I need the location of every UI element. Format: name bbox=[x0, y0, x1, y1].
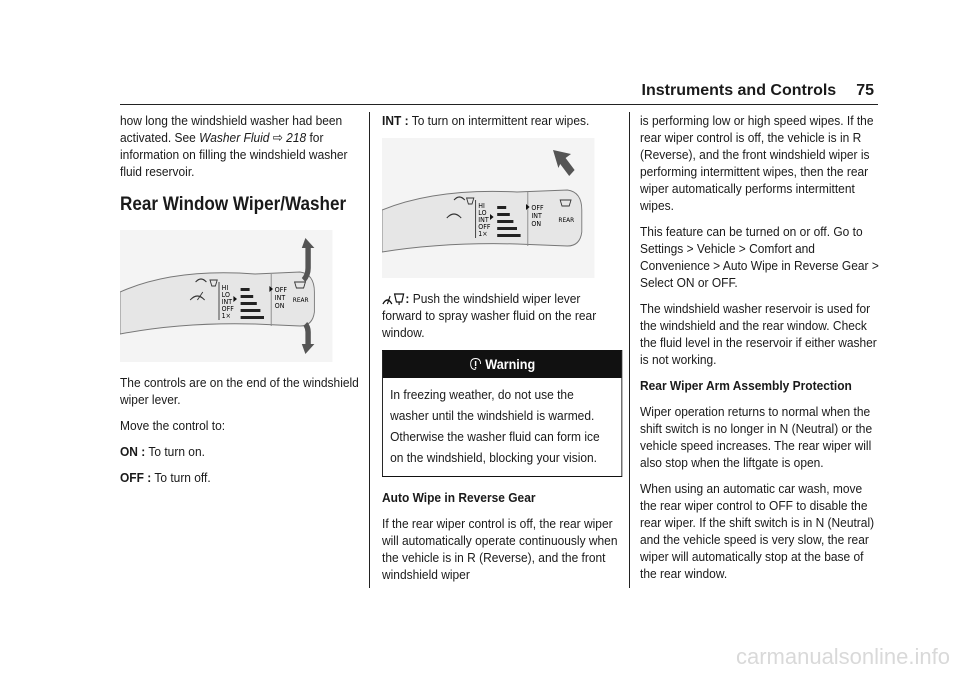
warning-text: In freezing weather, do not use the washer until the windshield is warmed. Otherwise the washer fluid can form ice on the windshield, blocking your vision. bbox=[390, 387, 600, 465]
warning-box bbox=[382, 350, 622, 477]
auto-wipe-paragraph: If the rear wiper control is off, the rear wiper will automatically operate continuously when the vehicle is in R (Reverse), and the front windshield wiper bbox=[382, 516, 618, 582]
page-header bbox=[642, 82, 874, 100]
rear-mode-label: INT bbox=[531, 211, 542, 221]
mode-label: INT bbox=[221, 297, 233, 307]
rear-mode-label: ON bbox=[531, 219, 542, 229]
watermark: carmanualsonline.info bbox=[735, 644, 950, 669]
rear-mode-label: INT bbox=[274, 293, 286, 303]
mode-label: INT bbox=[478, 215, 489, 225]
washer-lever-illustration bbox=[382, 138, 594, 278]
rear-washer-symbol-icon bbox=[382, 292, 405, 306]
mode-label: 1× bbox=[478, 229, 488, 239]
reservoir-paragraph: The windshield washer reservoir is used for the windshield and the rear window. Check the fluid level in the reservoir if either washer is not working. bbox=[640, 301, 877, 367]
on-item: ON : To turn on. bbox=[120, 444, 205, 459]
rear-label: REAR bbox=[292, 296, 309, 305]
car-wash-paragraph: When using an automatic car wash, move the rear wiper control to OFF to disable the rear wiper. If the shift switch is in N (Neutral) and the vehicle speed is very slow, the rear wiper will automatically stop at the base of the rear window. bbox=[640, 481, 875, 581]
controls-paragraph: The controls are on the end of the windshield wiper lever. bbox=[120, 375, 359, 407]
warning-icon bbox=[469, 357, 482, 371]
column-divider bbox=[629, 112, 630, 588]
move-control-paragraph: Move the control to: bbox=[120, 418, 226, 433]
mode-label: HI bbox=[221, 283, 229, 293]
int-item: INT : To turn on intermittent rear wipes. bbox=[382, 113, 590, 128]
mode-label: OFF bbox=[221, 304, 234, 314]
auto-wipe-heading: Auto Wipe in Reverse Gear bbox=[382, 490, 536, 505]
column-1 bbox=[120, 112, 360, 495]
column-divider bbox=[369, 112, 370, 588]
washer-fluid-link[interactable]: Washer Fluid bbox=[199, 130, 270, 145]
mode-label: OFF bbox=[478, 222, 491, 232]
washer-paragraph: how long the windshield washer had been activated. See Washer Fluid ⇨ 218 for information on filling the windshield washer fluid reservoir. bbox=[120, 113, 348, 179]
auto-wipe-continued: is performing low or high speed wipes. If the rear wiper control is off, the vehicle is in R (Reverse), and the front windshield wiper is performing intermittent wipes, then the rear wiper automatically performs intermittent wipes. bbox=[640, 113, 874, 213]
rear-label: REAR bbox=[558, 216, 575, 225]
section-title: Instruments and Controls bbox=[641, 82, 837, 99]
mode-label: HI bbox=[478, 201, 485, 211]
off-item: OFF : To turn off. bbox=[120, 470, 211, 485]
protection-paragraph: Wiper operation returns to normal when the shift switch is no longer in N (Neutral) or the vehicle speed increases. The rear wiper will also stop when the liftgate is open. bbox=[640, 404, 873, 470]
header-rule bbox=[120, 104, 878, 105]
section-heading: Rear Window Wiper/Washer bbox=[120, 194, 347, 215]
protection-heading: Rear Wiper Arm Assembly Protection bbox=[640, 378, 852, 393]
washer-fluid-page-ref[interactable]: 218 bbox=[286, 130, 307, 145]
column-2 bbox=[382, 112, 622, 592]
rear-mode-label: OFF bbox=[274, 285, 287, 295]
page-number: 75 bbox=[856, 82, 874, 99]
wash-item: : Push the windshield wiper lever forward to spray washer fluid on the rear window. bbox=[382, 291, 597, 340]
mode-label: LO bbox=[221, 290, 230, 300]
mode-label: 1× bbox=[221, 311, 231, 321]
warning-header: Warning bbox=[383, 351, 622, 378]
page-ref-arrow-icon: ⇨ bbox=[272, 130, 283, 145]
rear-mode-label: OFF bbox=[531, 203, 544, 213]
mode-label: LO bbox=[478, 208, 487, 218]
settings-paragraph: This feature can be turned on or off. Go to Settings > Vehicle > Comfort and Convenience > Auto Wipe in Reverse Gear > Select ON or OFF. bbox=[640, 224, 879, 290]
rear-mode-label: ON bbox=[274, 301, 285, 311]
column-3 bbox=[640, 112, 880, 591]
rear-wiper-lever-illustration bbox=[120, 230, 332, 362]
